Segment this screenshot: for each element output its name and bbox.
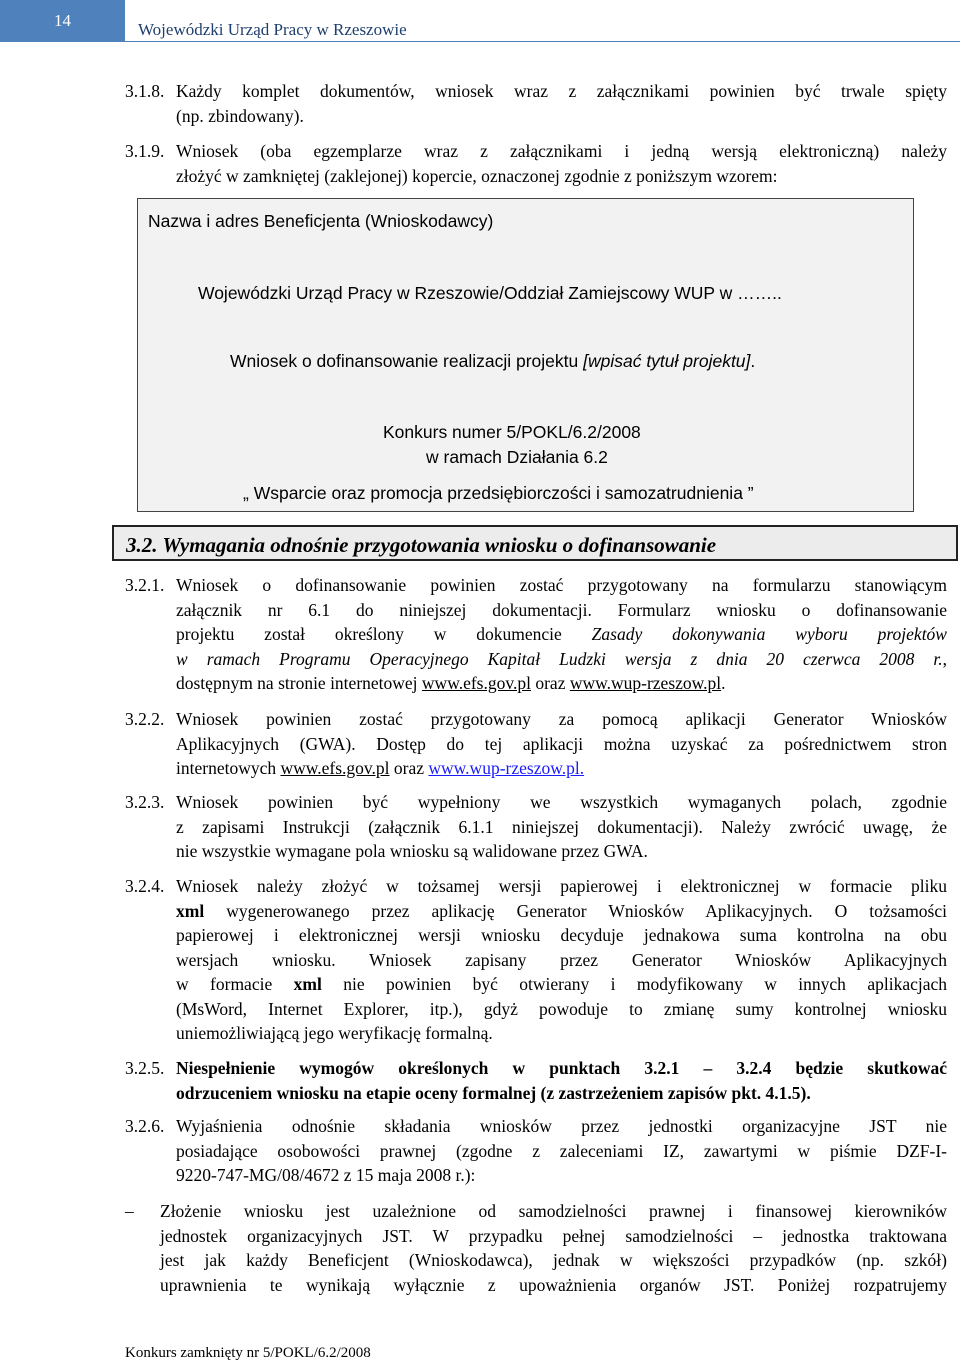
efs-link[interactable]: www.efs.gov.pl xyxy=(280,758,390,778)
text-line: Wniosek powinien zostać przygotowany za pomocą aplikacji Generator Wniosków xyxy=(176,709,947,729)
text-line: Złożenie wniosku jest uzależnione od samodzielności prawnej i finansowej kierowników xyxy=(160,1201,947,1221)
text-line xyxy=(176,622,947,647)
subject-placeholder: [wpisać tytuł projektu] xyxy=(583,351,751,371)
paragraph-3-2-6 xyxy=(125,1114,947,1188)
text-line: Niespełnienie wymogów określonych w punktach 3.2.1 – 3.2.4 będzie skutkować xyxy=(176,1058,947,1078)
text-line: Wniosek (oba egzemplarze wraz z załącznikami i jedną wersją elektroniczną) należy xyxy=(176,141,947,161)
text-line: Wniosek o dofinansowanie powinien zostać przygotowany na formularzu stanowiącym xyxy=(176,575,947,595)
text-line: Wniosek powinien być wypełniony we wszystkich wymaganych polach, zgodnie xyxy=(176,792,947,812)
text-run: projektu został określony w dokumencie xyxy=(176,624,592,644)
document-title: Zasady dokonywania wyboru projektów xyxy=(591,624,947,644)
paragraph-3-2-4 xyxy=(125,874,947,1046)
paragraph-3-2-1 xyxy=(125,573,947,696)
efs-link[interactable]: www.efs.gov.pl xyxy=(421,673,531,693)
paragraph-number: 3.1.9. xyxy=(125,141,165,161)
wup-link[interactable]: www.wup-rzeszow.pl. xyxy=(428,758,585,778)
contest-line: Konkurs numer 5/POKL/6.2/2008 xyxy=(383,422,641,442)
text-line: Wniosek należy złożyć w tożsamej wersji papierowej i elektronicznej w formacie pliku xyxy=(176,876,947,896)
paragraph-3-1-9 xyxy=(125,139,947,188)
paragraph-number: 3.2.2. xyxy=(125,709,165,729)
section-title: 3.2. Wymagania odnośnie przygotowania wniosku o dofinansowanie xyxy=(126,533,717,557)
text-run: wygenerowanego przez aplikację Generator Wniosków Aplikacyjnych. O tożsamości xyxy=(204,900,947,921)
text-run: w formacie xyxy=(176,974,294,994)
text-line: uprawnienia te wynikają wyłącznie z upoważnienia organów JST. Poniżej rozpatrujemy xyxy=(160,1274,947,1295)
text-line: jednostek organizacyjnych JST. W przypadku pełnej samodzielności – jednostka traktowana xyxy=(160,1225,947,1246)
wup-link[interactable]: www.wup-rzeszow.pl xyxy=(569,673,722,693)
paragraph-number: 3.2.4. xyxy=(125,876,165,896)
page-number: 14 xyxy=(54,11,71,30)
subject-period: . xyxy=(750,351,756,371)
text-line xyxy=(176,671,947,696)
recipient-line: Wojewódzki Urząd Pracy w Rzeszowie/Oddział Zamiejscowy WUP w …….. xyxy=(198,283,782,303)
text-line: posiadające osobowości prawnej (zgodne z zaleceniami IZ, zawartymi w piśmie DZF-I- xyxy=(176,1140,947,1161)
paragraph-number: 3.2.5. xyxy=(125,1058,165,1078)
text-line: Wyjaśnienia odnośnie składania wniosków przez jednostki organizacyjne JST nie xyxy=(176,1116,947,1136)
text-line: odrzuceniem wniosku na etapie oceny formalnej (z zastrzeżeniem zapisów pkt. 4.1.5). xyxy=(176,1082,811,1103)
envelope-template-box xyxy=(137,198,914,512)
text-run: . xyxy=(721,673,726,693)
paragraph-number: 3.2.3. xyxy=(125,792,165,812)
bullet-item xyxy=(125,1199,947,1297)
text-line: złożyć w zamkniętej (zaklejonej) kopercie, oznaczonej zgodnie z poniższym wzorem: xyxy=(176,165,778,186)
paragraph-3-1-8 xyxy=(125,79,947,128)
text-line: (MsWord, Internet Explorer, itp.), gdyż powoduje to zmianę sumy kontrolnej wniosku xyxy=(176,998,947,1019)
text-run: oraz xyxy=(389,758,429,778)
text-run: internetowych xyxy=(176,758,281,778)
text-run: dostępnym na stronie internetowej xyxy=(176,673,422,693)
header-rule xyxy=(125,41,960,42)
subject-text: Wniosek o dofinansowanie realizacji projektu xyxy=(230,351,584,371)
text-line: (np. zbindowany). xyxy=(176,105,304,126)
text-line xyxy=(176,756,947,781)
footer-text: Konkurs zamknięty nr 5/POKL/6.2/2008 xyxy=(125,1345,371,1361)
text-line: wersjach wniosku. Wniosek zapisany przez Generator Wniosków Aplikacyjnych xyxy=(176,949,947,970)
format-xml: xml xyxy=(176,900,205,921)
paragraph-number: 3.1.8. xyxy=(125,81,165,101)
action-line: w ramach Działania 6.2 xyxy=(426,447,608,467)
page-number-badge xyxy=(0,0,125,42)
text-line: z zapisami Instrukcji (załącznik 6.1.1 niniejszej dokumentacji). Należy zwrócić uwagę, że xyxy=(176,816,947,837)
text-run: , xyxy=(942,648,947,669)
paragraph-3-2-5 xyxy=(125,1056,947,1105)
applicant-line: Nazwa i adres Beneficjenta (Wnioskodawcy) xyxy=(148,211,494,231)
text-line: załącznik nr 6.1 do niniejszej dokumentacji. Formularz wniosku o dofinansowanie xyxy=(176,599,947,620)
text-line xyxy=(176,972,947,997)
document-title: w ramach Programu Operacyjnego Kapitał Ludzki wersja z dnia 20 czerwca 2008 r. xyxy=(176,648,943,669)
text-line: Każdy komplet dokumentów, wniosek wraz z załącznikami powinien być trwale spięty xyxy=(176,81,947,101)
paragraph-3-2-3 xyxy=(125,790,947,864)
text-line: jest jak każdy Beneficjent (Wnioskodawca), jednak w większości przypadków (np. szkół) xyxy=(160,1250,947,1270)
text-line: Aplikacyjnych (GWA). Dostęp do tej aplikacji można uzyskać za pośrednictwem stron xyxy=(176,733,947,754)
text-line: papierowej i elektronicznej wersji wniosku decyduje jednakowa suma kontrolna na obu xyxy=(176,925,947,945)
paragraph-number: 3.2.1. xyxy=(125,575,165,595)
text-line: uniemożliwiającą jego weryfikację formalną. xyxy=(176,1023,493,1043)
text-run: oraz xyxy=(530,673,570,693)
header-title: Wojewódzki Urząd Pracy w Rzeszowie xyxy=(138,20,407,39)
paragraph-3-2-2 xyxy=(125,707,947,781)
format-xml: xml xyxy=(293,974,322,994)
subject-line xyxy=(230,351,755,372)
text-line: 9220-747-MG/08/4672 z 15 maja 2008 r.): xyxy=(176,1165,476,1185)
measure-line: „ Wsparcie oraz promocja przedsiębiorczości i samozatrudnienia ” xyxy=(243,483,754,503)
text-line xyxy=(176,899,947,924)
section-heading-bar xyxy=(112,525,958,561)
paragraph-number: 3.2.6. xyxy=(125,1116,165,1136)
text-run: nie powinien być otwierany i modyfikowany w innych aplikacjach xyxy=(321,974,947,994)
text-line: nie wszystkie wymagane pola wniosku są walidowane przez GWA. xyxy=(176,841,648,861)
bullet-dash: – xyxy=(125,1201,134,1221)
text-line xyxy=(176,647,947,672)
